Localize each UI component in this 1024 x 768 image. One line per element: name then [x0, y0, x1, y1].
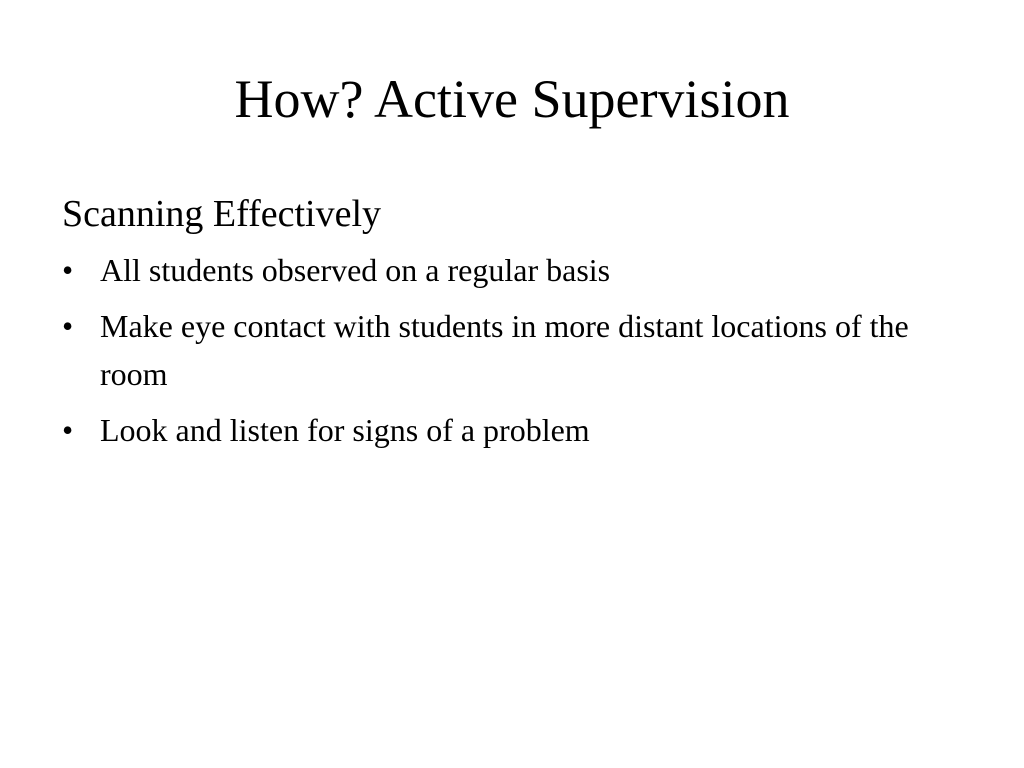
bullet-icon: •: [62, 308, 74, 344]
bullet-item: [62, 406, 942, 454]
slide-title: How? Active Supervision: [234, 69, 790, 129]
bullet-icon: •: [62, 412, 74, 448]
bullet-text: All students observed on a regular basis: [100, 252, 611, 288]
subheading: Scanning Effectively: [62, 193, 382, 235]
slide-body: [62, 190, 942, 462]
bullet-text: Look and listen for signs of a problem: [100, 412, 590, 448]
bullet-icon: •: [62, 252, 74, 288]
bullet-item: [62, 246, 942, 294]
bullet-text: Make eye contact with students in more distant locations of the room: [100, 308, 909, 392]
bullet-list: [62, 246, 942, 454]
bullet-item: [62, 302, 942, 398]
